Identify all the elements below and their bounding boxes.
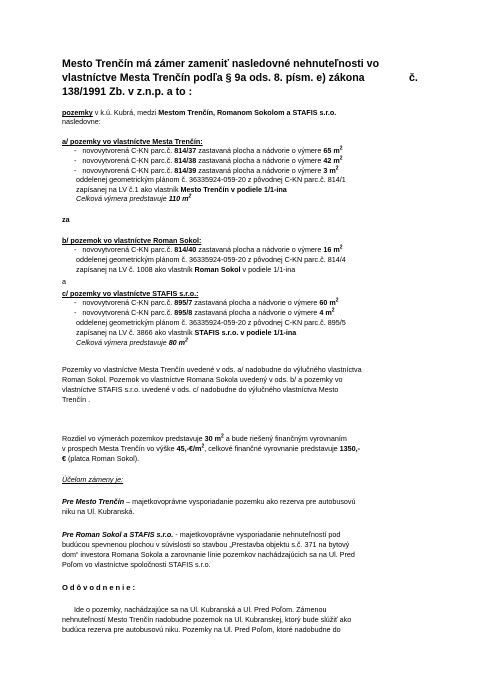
purpose-heading: Účelom zámeny je:	[62, 475, 124, 484]
pre-mesto-line-1: Pre Mesto Trenčín – majetkovoprávne vysporiadanie pozemku ako rezerva pre autobusovú	[62, 497, 356, 506]
para1-line: Trenčín .	[62, 395, 91, 404]
section-b-note-1: oddelenej geometrickým plánom č. 36335924-059-20 z pôvodnej C-KN parc.č. 814/4	[76, 255, 346, 264]
section-c-total: Celková výmera predstavuje 80 $m^2$	[76, 337, 188, 347]
section-c-item: - novovytvorená C-KN parc.č. 895/7 zastavaná plocha a nádvorie o výmere 60 $m^2$	[74, 297, 339, 307]
section-c-note-1: oddelenej geometrickým plánom č. 36335924-059-20 z pôvodnej C-KN parc.č. 895/5	[76, 318, 346, 327]
section-b-heading: b/ pozemok vo vlastníctve Roman Sokol:	[62, 236, 202, 245]
title-line-2-end: č.	[409, 72, 418, 84]
para2-line-2: v prospech Mesta Trenčín vo výške $45,-€/m^2$, celkové finančné vyrovnanie predstavuje 1350,-	[62, 443, 361, 453]
section-b-note-2: zapísanej na LV č. 1008 ako vlastník Roman Sokol v podiele 1/1-ina	[76, 265, 296, 274]
title-line-1: Mesto Trenčín má zámer zameniť nasledovné nehnuteľnosti vo	[62, 58, 380, 70]
para2-line-1: Rozdiel vo výmerách pozemkov predstavuje 30 $m^2$ a bude riešený finančným vyrovnaním	[62, 433, 347, 443]
intro-line-1: pozemky v k.ú. Kubrá, medzi Mestom Trenčín, Romanom Sokolom a STAFIS s.r.o.	[62, 108, 337, 117]
section-c-note-2: zapísanej na LV č. 3866 ako vlastník STAFIS s.r.o. v podiele 1/1-ina	[76, 328, 297, 337]
section-b-item: - novovytvorená C-KN parc.č. 814/40 zastavaná plocha a nádvorie o výmere 16 $m^2$	[74, 244, 343, 254]
a-conjunction: a	[62, 277, 66, 286]
para1-line: Roman Sokol. Pozemok vo vlastníctve Romana Sokola uvedený v ods. b/ a pozemky vo	[62, 375, 343, 384]
title-line-3: 138/1991 Zb. v z.n.p. a to :	[62, 86, 193, 98]
section-c-item: - novovytvorená C-KN parc.č. 895/8 zastavaná plocha a nádvorie o výmere 4 $m^2$	[74, 307, 335, 317]
section-a-total: Celková výmera predstavuje 110 $m^2$	[76, 193, 192, 203]
final-line: nehnuteľností Mesto Trenčín nadobudne pozemok na Ul. Kubranskej, ktorý bude slúžiť ako	[62, 615, 352, 624]
para1-line: vlastníctve STAFIS s.r.o. uvedené v ods. c/ nadobudne do výlučného vlastníctva Mesto	[62, 385, 339, 394]
pre-roman-line-2: budúcou spevnenou plochou v súvislosti so stavbou „Prestavba objektu s.č. 371 na bytový	[62, 540, 350, 549]
final-line: budúca rezerva pre autobusovú niku. Pozemky na Ul. Pred Poľom, ktoré nadobudne do	[62, 625, 341, 634]
section-c-heading: c/ pozemky vo vlastníctve STAFIS s.r.o.:	[62, 289, 199, 298]
para1-line: Pozemky vo vlastníctve Mesta Trenčín uvedené v ods. a/ nadobudne do výlučného vlastníctva	[62, 365, 362, 374]
za-label: za	[62, 215, 70, 224]
section-a-heading: a/ pozemky vo vlastníctve Mesta Trenčín:	[62, 137, 203, 146]
section-a-note-2: zapísanej na LV č.1 ako vlastník Mesto Trenčín v podiele 1/1-ina	[76, 185, 287, 194]
section-a-item: - novovytvorená C-KN parc.č. 814/38 zastavaná plocha a nádvorie o výmere 42 $m^2$	[74, 155, 343, 165]
pre-roman-line-3: dom“ investora Romana Sokola a zarovnanie línie pozemkov nachádzajúcich sa na Ul. Pred	[62, 550, 355, 559]
odovodnenie-heading: Odôvodnenie:	[62, 583, 138, 592]
intro-line-2: nasledovne:	[62, 117, 101, 126]
pre-roman-line-1: Pre Roman Sokol a STAFIS s.r.o. - majetkovoprávne vysporiadanie nehnuteľností pod	[62, 530, 341, 539]
section-a-item: - novovytvorená C-KN parc.č. 814/39 zastavaná plocha a nádvorie o výmere 3 $m^2$	[74, 165, 339, 175]
title-line-2: vlastníctve Mesta Trenčín podľa § 9a ods. 8. písm. e) zákona	[62, 72, 365, 84]
section-a-item: - novovytvorená C-KN parc.č. 814/37 zastavaná plocha a nádvorie o výmere 65 $m^2$	[74, 145, 343, 155]
pre-roman-line-4: Poľom vo vlastníctve spoločnosti STAFIS s.r.o.	[62, 560, 211, 569]
para2-line-3: € (platca Roman Sokol).	[62, 454, 140, 463]
pre-mesto-line-2: niku na Ul. Kubranská.	[62, 507, 135, 516]
final-line: Ide o pozemky, nachádzajúce sa na Ul. Kubranská a Ul. Pred Poľom. Zámenou	[74, 605, 327, 614]
section-a-note-1: oddelenej geometrickým plánom č. 36335924-059-20 z pôvodnej C-KN parc.č. 814/1	[76, 175, 346, 184]
